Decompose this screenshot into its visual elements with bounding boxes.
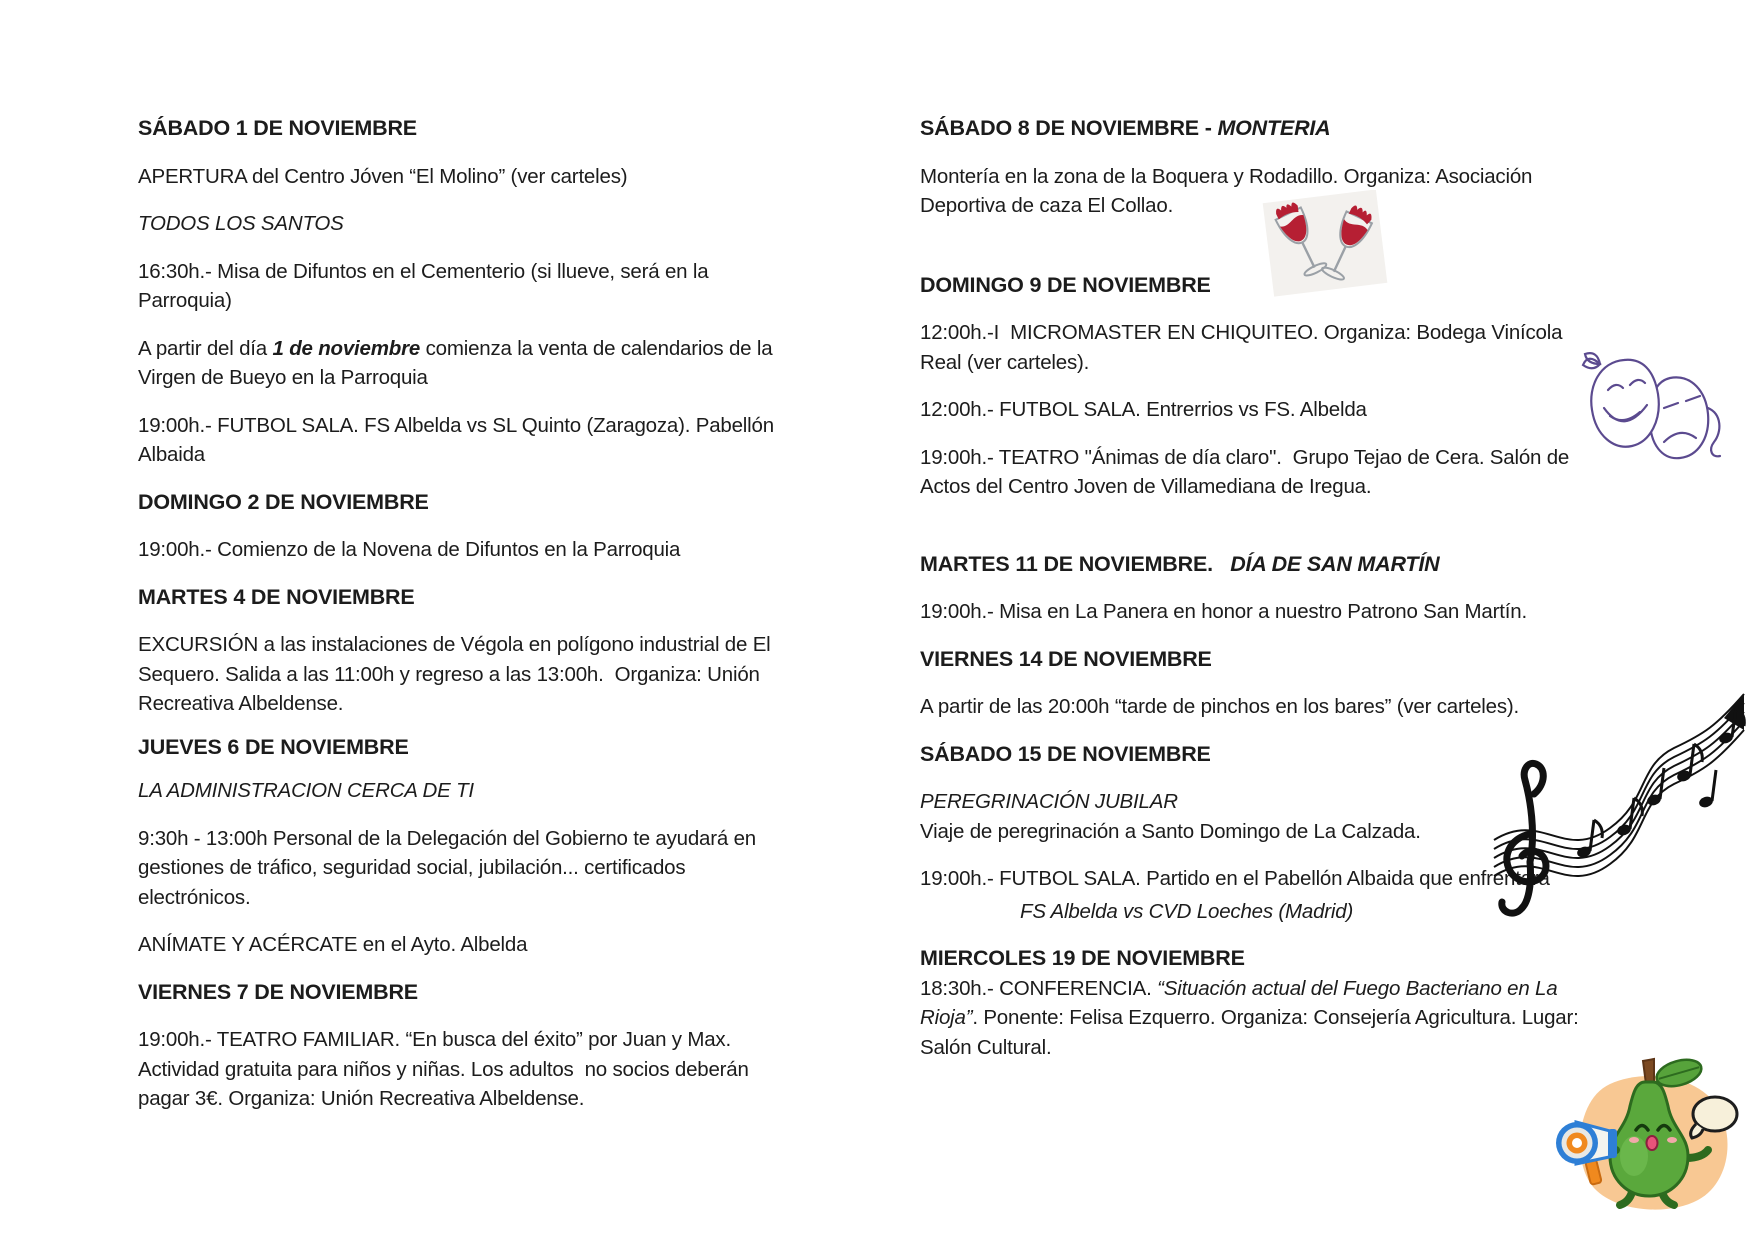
event-paragraph (138, 776, 858, 806)
event-paragraph (920, 597, 1655, 627)
event-paragraph (138, 930, 858, 960)
event-text-run: SÁBADO 8 DE NOVIEMBRE - (920, 116, 1218, 140)
event-text-run: Viaje de peregrinación a Santo Domingo de La Calzada. (920, 819, 1421, 843)
event-text-run: “Situación actual del Fuego Bacteriano en La (1157, 976, 1558, 1000)
event-text-run: 19:00h.- Misa en La Panera en honor a nuestro Patrono San Martín. (920, 600, 1527, 623)
event-text-run: FS Albelda vs CVD Loeches (Madrid) (1020, 899, 1354, 923)
event-paragraph (138, 1025, 858, 1114)
event-text-run: VIERNES 14 DE NOVIEMBRE (920, 646, 1212, 671)
event-paragraph (920, 974, 1655, 1063)
event-text-run: 1 de noviembre (272, 336, 421, 360)
event-date-heading (920, 550, 1655, 580)
event-text-run: PEREGRINACIÓN JUBILAR (920, 790, 1178, 813)
event-text-run: A partir del día (138, 336, 273, 360)
event-date-heading (920, 645, 1655, 675)
event-text-run: 12:00h.- FUTBOL SALA. Entrerrios vs FS. Albelda (920, 398, 1367, 421)
event-text-run: gestiones de tráfico, seguridad social, jubilación... certificados (138, 856, 686, 879)
event-paragraph (920, 395, 1655, 425)
event-text-run: 19:00h.- TEATRO FAMILIAR. “En busca del éxito” por Juan y Max. (138, 1028, 731, 1051)
event-text-run: Rioja” (920, 1006, 973, 1029)
event-text-run: DÍA DE SAN MARTÍN (1230, 551, 1440, 576)
event-paragraph (138, 411, 858, 470)
event-text-run: MARTES 11 DE NOVIEMBRE. (920, 551, 1231, 576)
event-text-run: 19:00h.- TEATRO "Ánimas de día claro". Grupo Tejao de Cera. Salón de (920, 445, 1570, 469)
event-text-run: 19:00h.- Comienzo de la Novena de Difuntos en la Parroquia (138, 538, 681, 561)
event-paragraph (138, 209, 858, 239)
event-text-run: TODOS LOS SANTOS (138, 212, 344, 235)
event-text-run: JUEVES 6 DE NOVIEMBRE (138, 734, 409, 759)
event-text-run: electrónicos. (138, 885, 251, 909)
event-date-heading (920, 114, 1655, 144)
event-text-run: Salón Cultural. (920, 1035, 1052, 1059)
event-text-run: A partir de las 20:00h “tarde de pinchos en los bares” (ver carteles). (920, 695, 1520, 718)
event-text-run: VIERNES 7 DE NOVIEMBRE (138, 979, 418, 1004)
event-text-run: APERTURA del Centro Jóven “El Molino” (ver carteles) (138, 164, 628, 188)
event-paragraph (138, 162, 858, 192)
event-paragraph (138, 334, 858, 393)
program-column-left (138, 114, 858, 1132)
event-text-run: pagar 3€. Organiza: Unión Recreativa Albeldense. (138, 1087, 585, 1110)
event-text-run: 19:00h.- FUTBOL SALA. Partido en el Pabellón Albaida que enfrentará (920, 867, 1550, 890)
event-paragraph (138, 257, 858, 316)
event-text-run: Deportiva de caza El Collao. (920, 194, 1174, 217)
event-paragraph (138, 535, 858, 565)
event-text-run: Albaida (138, 443, 205, 466)
event-text-run: Actividad gratuita para niños y niñas. Los adultos no socios deberán (138, 1057, 749, 1081)
event-date-heading (138, 114, 858, 144)
event-text-run: SÁBADO 1 DE NOVIEMBRE (138, 116, 417, 140)
event-text-run: 19:00h.- FUTBOL SALA. FS Albelda vs SL Quinto (Zaragoza). Pabellón (138, 413, 774, 437)
wine-glasses-illustration (1258, 190, 1393, 298)
event-text-run: Recreativa Albeldense. (138, 692, 344, 715)
event-text-run: 16:30h.- Misa de Difuntos en el Cementerio (si llueve, será en la (138, 259, 709, 283)
event-text-run: Real (ver carteles). (920, 350, 1090, 374)
event-paragraph (920, 318, 1655, 377)
event-text-run: 12:00h.-I MICROMASTER EN CHIQUITEO. Organiza: Bodega Vinícola (920, 321, 1563, 344)
event-text-run: SÁBADO 15 DE NOVIEMBRE (920, 741, 1211, 766)
event-text-run: Sequero. Salida a las 11:00h y regreso a las 13:00h. Organiza: Unión (138, 662, 760, 686)
pear-mascot-illustration (1550, 1046, 1748, 1218)
event-date-heading (138, 583, 858, 613)
event-date-heading (138, 488, 858, 518)
event-date-heading (138, 733, 858, 763)
event-text-run: DOMINGO 2 DE NOVIEMBRE (138, 489, 429, 514)
event-text-run: DOMINGO 9 DE NOVIEMBRE (920, 272, 1211, 297)
event-text-run: 9:30h - 13:00h Personal de la Delegación del Gobierno te ayudará en (138, 826, 756, 850)
theater-masks-illustration (1572, 350, 1724, 472)
event-text-run: Parroquia) (138, 289, 232, 312)
event-text-run: Actos del Centro Joven de Villamediana de Iregua. (920, 475, 1372, 498)
event-text-run: 18:30h.- CONFERENCIA. (920, 976, 1158, 1000)
event-paragraph (920, 443, 1655, 502)
event-date-heading (138, 978, 858, 1008)
event-text-run: MARTES 4 DE NOVIEMBRE (138, 584, 415, 609)
event-text-run: MONTERIA (1217, 116, 1331, 140)
event-date-heading (920, 944, 1655, 974)
event-text-run: Virgen de Bueyo en la Parroquia (138, 366, 428, 389)
event-paragraph (138, 630, 858, 719)
event-text-run: ANÍMATE Y ACÉRCATE en el Ayto. Albelda (138, 933, 528, 956)
music-notes-illustration (1472, 682, 1755, 930)
event-text-run: LA ADMINISTRACION CERCA DE TI (138, 779, 474, 802)
event-text-run: EXCURSIÓN a las instalaciones de Végola en polígono industrial de El (138, 633, 771, 656)
event-text-run: comienza la venta de calendarios de la (420, 336, 773, 360)
event-text-run: . Ponente: Felisa Ezquerro. Organiza: Consejería Agricultura. Lugar: (972, 1006, 1579, 1029)
event-text-run: Montería en la zona de la Boquera y Rodadillo. Organiza: Asociación (920, 164, 1533, 188)
event-paragraph (138, 824, 858, 913)
event-text-run: MIERCOLES 19 DE NOVIEMBRE (920, 946, 1245, 970)
